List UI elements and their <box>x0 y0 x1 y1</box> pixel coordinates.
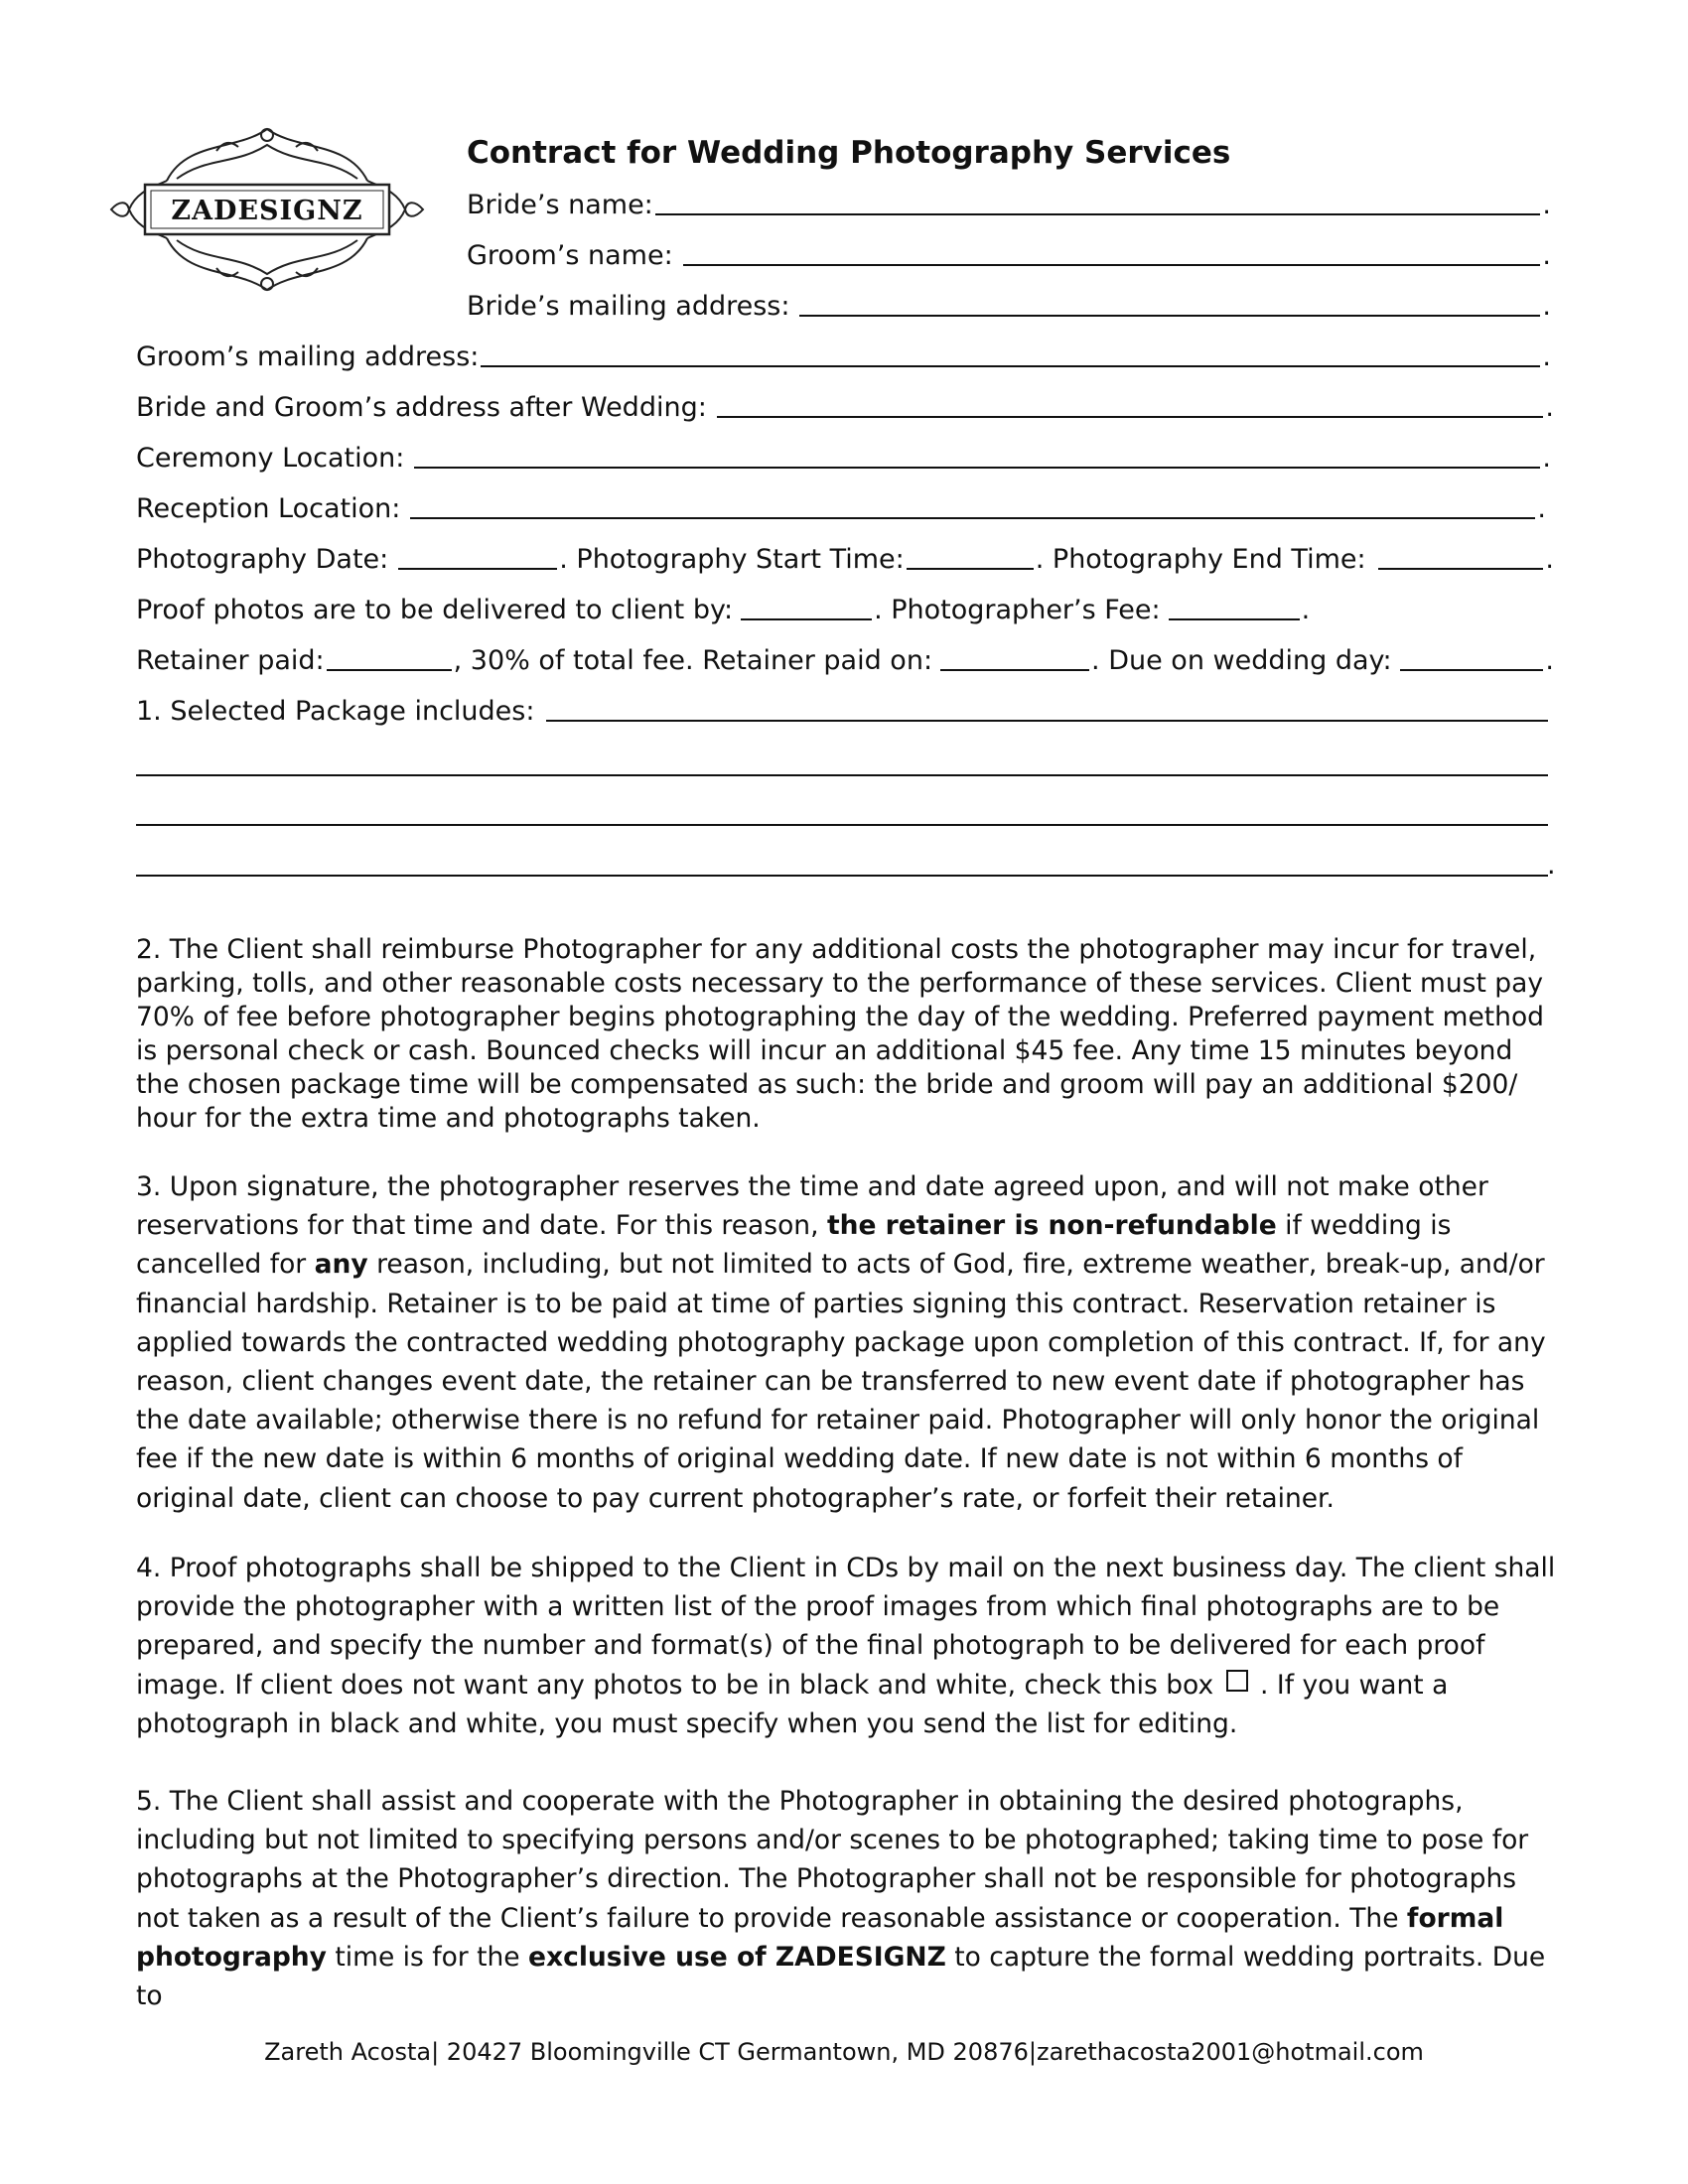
clause-5 <box>136 1782 1556 2015</box>
bride-name-blank[interactable] <box>655 212 1541 215</box>
package-line-3[interactable] <box>136 824 1548 826</box>
retainer-on-blank[interactable] <box>940 668 1089 671</box>
retainer-paid-blank[interactable] <box>327 668 452 671</box>
period: . <box>1547 850 1556 881</box>
photography-date-row <box>136 541 1554 575</box>
after-wedding-address-blank[interactable] <box>717 415 1544 418</box>
period: . <box>1545 392 1554 423</box>
end-time-label: . Photography End Time: <box>1035 544 1366 575</box>
groom-address-field[interactable] <box>136 339 1551 372</box>
proof-delivery-label: Proof photos are to be delivered to client by: <box>136 595 734 625</box>
zadesignz-logo <box>107 121 427 298</box>
clause-3-text: if wedding is cancelled for <box>136 1210 1452 1281</box>
photographer-fee-blank[interactable] <box>1169 617 1300 620</box>
period: . <box>1537 493 1546 524</box>
due-blank[interactable] <box>1400 668 1544 671</box>
clause-5-bold-exclusive: exclusive use of ZADESIGNZ <box>528 1941 946 1973</box>
clause-4-text: . If you want a photograph in black and white, you must specify when you send the list for editing. <box>136 1669 1449 1739</box>
ceremony-location-blank[interactable] <box>414 466 1540 469</box>
reception-location-field[interactable] <box>136 490 1546 524</box>
groom-name-blank[interactable] <box>683 263 1541 266</box>
clause-4 <box>136 1549 1556 1743</box>
bride-address-label: Bride’s mailing address: <box>467 291 790 322</box>
package-line-2[interactable] <box>136 774 1548 776</box>
clause-3-bold-any: any <box>314 1249 368 1281</box>
package-end <box>1547 847 1559 881</box>
photography-date-label: Photography Date: <box>136 544 389 575</box>
period: . <box>1542 240 1551 271</box>
page-title: Contract for Wedding Photography Services <box>467 135 1231 171</box>
retainer-row <box>136 642 1554 676</box>
clause-3-text: reason, including, but not limited to acts of God, fire, extreme weather, break-up, and/or financial hardship. Retainer is to be paid at time of parties signing this contract. Reservation retainer is applied towards the contracted wedding photography package upon completion of this contract. If, for any reason, client changes event date, the retainer can be transferred to new event date if photographer has the date available; otherwise there is no refund for retainer paid. Photographer will only honor the original fee if the new date is within 6 months of original wedding date. If new date is not within 6 months of original date, client can choose to pay current photographer’s rate, or forfeit their retainer. <box>136 1249 1546 1514</box>
ceremony-location-label: Ceremony Location: <box>136 443 405 474</box>
start-time-label: . Photography Start Time: <box>559 544 905 575</box>
reception-location-label: Reception Location: <box>136 493 401 524</box>
groom-address-label: Groom’s mailing address: <box>136 341 480 372</box>
logo-text: ZADESIGNZ <box>171 196 363 226</box>
period: . <box>1542 341 1551 372</box>
groom-name-label: Groom’s name: <box>467 240 673 271</box>
footer-contact: Zareth Acosta| 20427 Bloomingville CT Germantown, MD 20876|zarethacosta2001@hotmail.com <box>264 2038 1424 2066</box>
period: . <box>1545 645 1554 676</box>
clause-5-bold-formal: formal photography <box>136 1902 1504 1973</box>
package-line-4[interactable] <box>136 875 1548 877</box>
clause-3 <box>136 1167 1556 1518</box>
clause-3-text: 3. Upon signature, the photographer reserves the time and date agreed upon, and will not make other reservations for that time and date. For this reason, <box>136 1171 1488 1242</box>
groom-name-field[interactable] <box>467 237 1551 271</box>
end-time-blank[interactable] <box>1378 567 1544 570</box>
period: . <box>1542 190 1551 220</box>
proof-delivery-row <box>136 592 1328 625</box>
clause-3-bold-nonrefundable: the retainer is non-refundable <box>826 1210 1277 1242</box>
photographer-fee-label: . Photographer’s Fee: <box>874 595 1161 625</box>
clause-2: 2. The Client shall reimburse Photographer for any additional costs the photographer may incur for travel, parking, tolls, and other reasonable costs necessary to the performance of these services. Client must pay 70% of fee before photographer begins photographing the day of the wedding. Preferred payment method is personal check or cash. Bounced checks will incur an additional $45 fee. Any time 15 minutes beyond the chosen package time will be compensated as such: the bride and groom will pay an additional $200/ hour for the extra time and photographs taken. <box>136 934 1544 1134</box>
period: . <box>1542 291 1551 322</box>
clause-5-text: time is for the <box>326 1941 529 1973</box>
ceremony-location-field[interactable] <box>136 440 1551 474</box>
bride-address-field[interactable] <box>467 288 1551 322</box>
package-row <box>136 693 1548 727</box>
clause-4-text: 4. Proof photographs shall be shipped to the Client in CDs by mail on the next business day. The client shall provide the photographer with a written list of the proof images from which final photographs are to be prepared, and specify the number and format(s) of the final photograph to be delivered for each proof image. If client does not want any photos to be in black and white, check this box <box>136 1553 1556 1701</box>
period: . <box>1542 443 1551 474</box>
after-wedding-address-field[interactable] <box>136 389 1554 423</box>
photography-date-blank[interactable] <box>398 567 557 570</box>
bride-name-label: Bride’s name: <box>467 190 653 220</box>
proof-delivery-blank[interactable] <box>741 617 872 620</box>
bride-name-field[interactable] <box>467 187 1551 220</box>
retainer-on-label: , 30% of total fee. Retainer paid on: <box>453 645 933 676</box>
bride-address-blank[interactable] <box>799 314 1540 317</box>
groom-address-blank[interactable] <box>481 364 1540 367</box>
bw-checkbox[interactable] <box>1226 1670 1248 1692</box>
clause-5-text: 5. The Client shall assist and cooperate with the Photographer in obtaining the desired photographs, including but not limited to specifying persons and/or scenes to be photographed; taking time to pose for photographs at the Photographer’s direction. The Photographer shall not be responsible for photographs not taken as a result of the Client’s failure to provide reasonable assistance or cooperation. The <box>136 1786 1529 1934</box>
reception-location-blank[interactable] <box>410 516 1535 519</box>
period: . <box>1301 595 1311 625</box>
period: . <box>1545 544 1554 575</box>
retainer-paid-label: Retainer paid: <box>136 645 325 676</box>
start-time-blank[interactable] <box>907 567 1034 570</box>
clause-5-text: to capture the formal wedding portraits. Due to <box>136 1941 1546 2012</box>
after-wedding-address-label: Bride and Groom’s address after Wedding: <box>136 392 707 423</box>
due-label: . Due on wedding day: <box>1091 645 1392 676</box>
package-label: 1. Selected Package includes: <box>136 696 535 727</box>
package-blank[interactable] <box>546 719 1548 722</box>
